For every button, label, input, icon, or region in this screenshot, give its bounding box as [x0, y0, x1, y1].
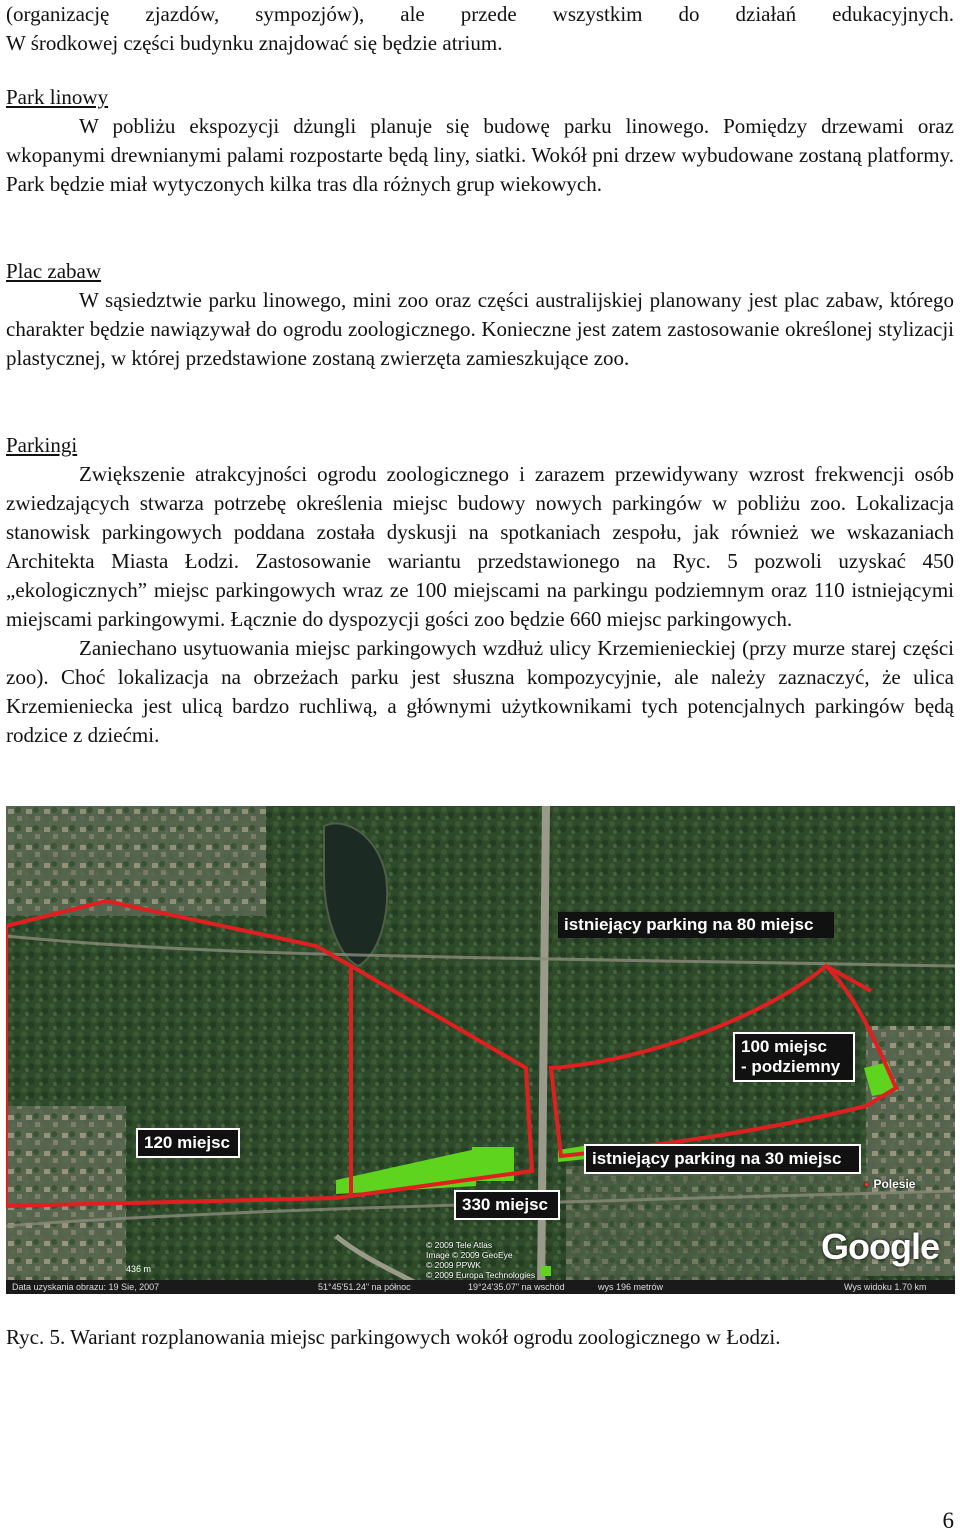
section-parkingi [6, 431, 954, 750]
map-label-line-2: - podziemny [741, 1057, 841, 1076]
page-number: 6 [942, 1508, 954, 1533]
intro-line-2: W środkowej części budynku znajdować się będzie atrium. [6, 31, 503, 55]
map-copyright [426, 1240, 535, 1280]
map-label-330 [454, 1190, 560, 1220]
copyright-line: Image © 2009 GeoEye [426, 1250, 513, 1260]
map-label-text: 120 miejsc [144, 1133, 231, 1152]
map-label-line-1: 100 miejsc [741, 1037, 828, 1056]
section-heading: Park linowy [6, 85, 109, 109]
map-label-text: 330 miejsc [462, 1195, 549, 1214]
section-park-linowy [6, 83, 954, 199]
google-logo: Google [821, 1226, 939, 1267]
map-label-text: istniejący parking na 30 miejsc [592, 1149, 842, 1168]
copyright-line: © 2009 PPWK [426, 1260, 481, 1270]
section-heading: Plac zabaw [6, 259, 102, 283]
aerial-map-figure [6, 806, 955, 1294]
section-paragraph: W pobliżu ekspozycji dżungli planuje się budowę parku linowego. Pomiędzy drzewami oraz wkopanymi drewnianymi palami rozpostarte będą liny, siatki. Wokół pni drzew wybudowane zostaną platformy. Park będzie miał wytyczonych kilka tras dla różnych grup wiekowych. [6, 114, 954, 196]
map-label-text: istniejący parking na 80 miejsc [558, 912, 834, 938]
map-label-underground [733, 1032, 855, 1082]
status-longitude: 19°24'35.07" na wschód [468, 1282, 565, 1292]
section-paragraph-2: Zaniechano usytuowania miejsc parkingowych wzdłuż ulicy Krzemienieckiej (przy murze starej części zoo). Choć lokalizacja na obrzeżach parku jest słuszna kompozycyjnie, ale należy zaznaczyć, że ulica Krzemieniecka jest ulicą bardzo ruchliwą, a głównymi użytkownikami tych potencjalnych parkingów będą rodzice z dziećmi. [6, 636, 954, 747]
map-label-120 [136, 1128, 240, 1158]
section-paragraph: W sąsiedztwie parku linowego, mini zoo oraz części australijskiej planowany jest plac zabaw, którego charakter będzie nawiązywał do ogrodu zoologicznego. Konieczne jest zatem zastosowanie określonej stylizacji plastycznej, w której przedstawione zostaną zwierzęta zamieszkujące zoo. [6, 288, 954, 370]
map-label-existing-30 [584, 1144, 861, 1174]
map-place-polesie: ● Polesie [864, 1177, 915, 1191]
status-date: Data uzyskania obrazu: 19 Sie, 2007 [12, 1282, 160, 1292]
section-plac-zabaw [6, 257, 954, 373]
intro-text [6, 0, 954, 58]
figure-caption: Ryc. 5. Wariant rozplanowania miejsc parkingowych wokół ogrodu zoologicznego w Łodzi. [6, 1325, 781, 1349]
copyright-line: © 2009 Tele Atlas [426, 1240, 493, 1250]
copyright-line: © 2009 Europa Technologies [426, 1270, 536, 1280]
section-heading: Parkingi [6, 433, 78, 457]
status-latitude: 51°45'51.24" na północ [318, 1282, 411, 1292]
status-elevation: wys 196 metrów [598, 1282, 664, 1292]
map-status-bar [6, 1280, 955, 1294]
section-paragraph: Zwiększenie atrakcyjności ogrodu zoologicznego i zarazem przewidywany wzrost frekwencji osób zwiedzających stwarza potrzebę określenia miejsc budowy nowych parkingów w pobliżu zoo. Lokalizacja stanowisk parkingowych poddana została dyskusji na spotkaniach zespołu, jak również we wskazaniach Architekta Miasta Łodzi. Zastosowanie wariantu przedstawionego na Ryc. 5 pozwoli uzyskać 450 „ekologicznych” miejsc parkingowych wraz ze 100 miejscami na parkingu podziemnym oraz 110 istniejącymi miejscami parkingowymi. Łącznie do dyspozycji gości zoo będzie 660 miejsc parkingowych. [6, 462, 954, 631]
map-scale: 436 m [126, 1264, 152, 1274]
intro-line-1: (organizację zjazdów, sympozjów), ale przede wszystkim do działań edukacyjnych. [6, 2, 954, 26]
status-eye-altitude: Wys widoku 1.70 km [844, 1282, 927, 1292]
map-label-existing-80 [558, 912, 834, 938]
